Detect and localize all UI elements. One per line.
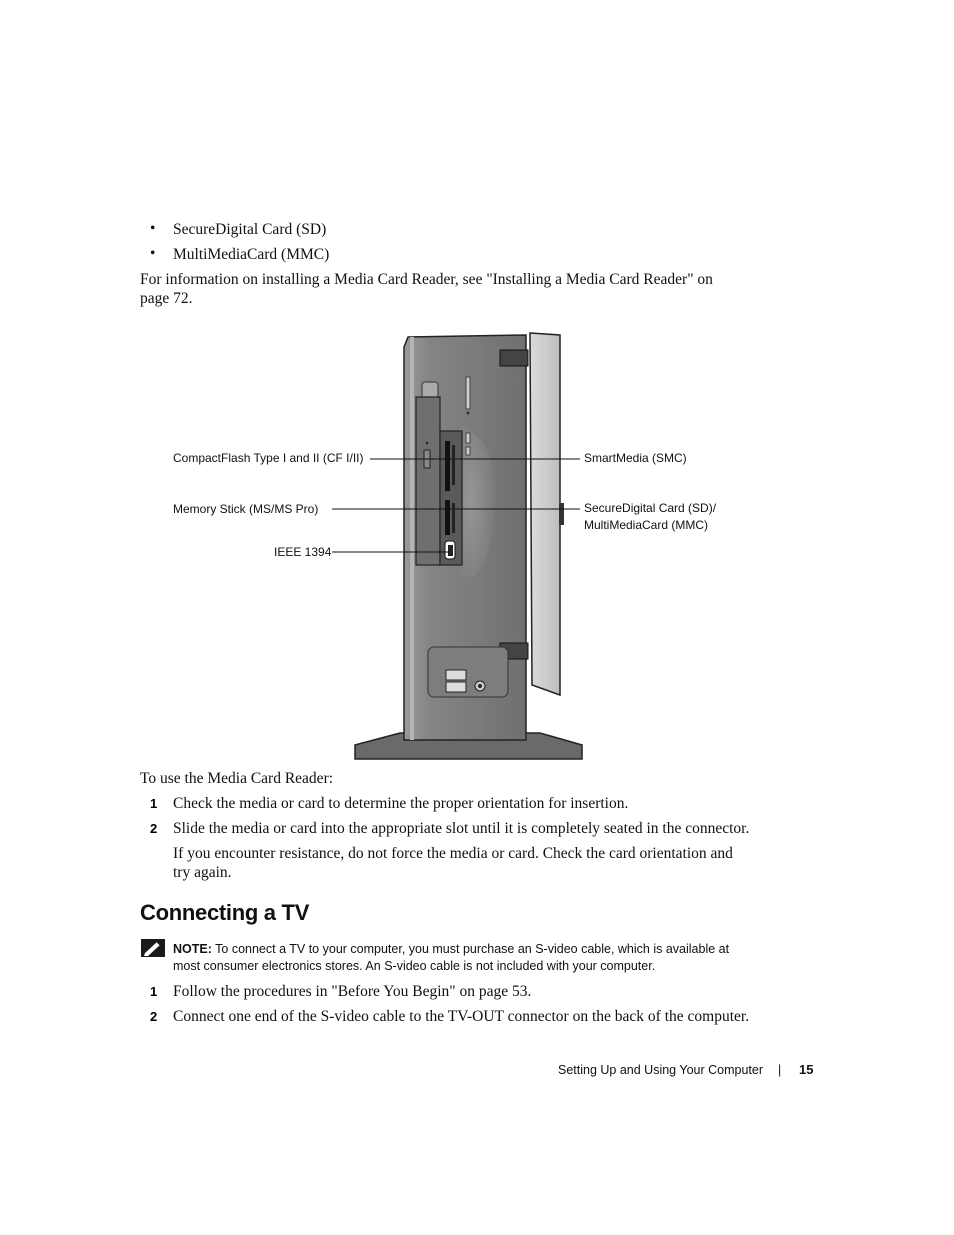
- step-number: 2: [150, 1009, 158, 1024]
- note-line-2: most consumer electronics stores. An S-video cable is not included with your computer.: [173, 959, 656, 973]
- step-number: 1: [150, 796, 158, 811]
- footer-title: Setting Up and Using Your Computer: [558, 1063, 763, 1077]
- note-block: [173, 941, 729, 975]
- resistance-paragraph: [173, 844, 733, 882]
- step-text: Connect one end of the S-video cable to the TV-OUT connector on the back of the computer.: [173, 1008, 750, 1025]
- resistance-line-2: try again.: [173, 864, 232, 881]
- intro-line-2: page 72.: [140, 290, 193, 307]
- label-memory-stick: Memory Stick (MS/MS Pro): [173, 502, 319, 516]
- section-heading: Connecting a TV: [140, 900, 310, 925]
- intro-line-1: For information on installing a Media Card Reader, see "Installing a Media Card Reader" on: [140, 271, 713, 288]
- step-text: Follow the procedures in "Before You Begin" on page 53.: [173, 983, 532, 1000]
- note-label: NOTE:: [173, 942, 212, 956]
- note-pencil-icon: [141, 939, 165, 957]
- bullet-text: MultiMediaCard (MMC): [173, 246, 330, 263]
- label-sd-line-1: SecureDigital Card (SD)/: [584, 501, 717, 515]
- step-text: Check the media or card to determine the proper orientation for insertion.: [173, 795, 629, 812]
- bullet-dot: •: [150, 245, 156, 262]
- label-smartmedia: SmartMedia (SMC): [584, 451, 687, 465]
- note-line-1: To connect a TV to your computer, you must purchase an S-video cable, which is available at: [215, 942, 730, 956]
- footer-separator: |: [778, 1063, 782, 1077]
- label-ieee1394: IEEE 1394: [274, 545, 332, 559]
- label-compactflash: CompactFlash Type I and II (CF I/II): [173, 451, 364, 465]
- page-number: 15: [799, 1062, 814, 1077]
- step-number: 1: [150, 984, 158, 999]
- usage-intro: To use the Media Card Reader:: [140, 770, 334, 787]
- step-number: 2: [150, 821, 158, 836]
- resistance-line-1: If you encounter resistance, do not force the media or card. Check the card orientation and: [173, 845, 733, 862]
- bullet-dot: •: [150, 220, 156, 237]
- bullet-text: SecureDigital Card (SD): [173, 221, 327, 238]
- label-sd-line-2: MultiMediaCard (MMC): [584, 518, 709, 532]
- label-securedigital: [584, 500, 716, 534]
- step-text: Slide the media or card into the appropriate slot until it is completely seated in the connector.: [173, 820, 750, 837]
